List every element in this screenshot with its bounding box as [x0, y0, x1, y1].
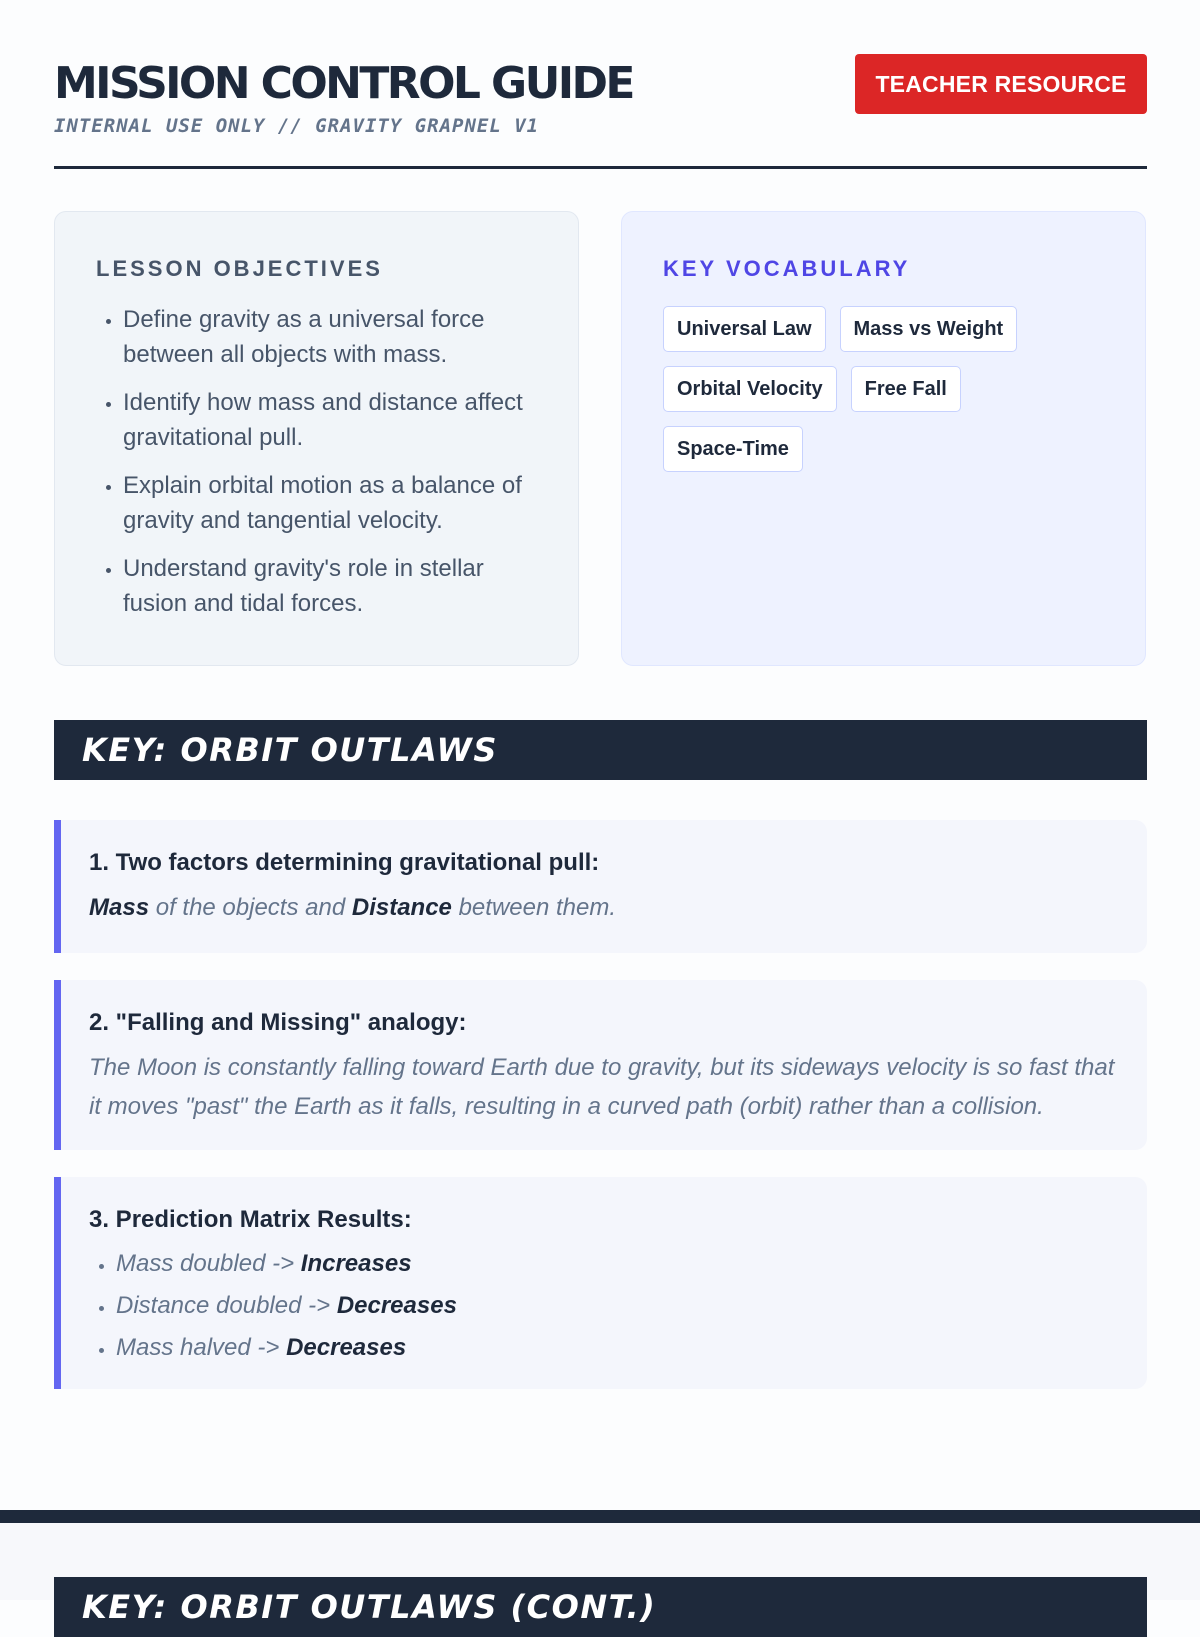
vocabulary-chip-group [663, 306, 1103, 472]
prediction-row [116, 1327, 1119, 1369]
document-title: MISSION CONTROL GUIDE [54, 58, 633, 109]
vocab-chip-mass-vs-weight: Mass vs Weight [840, 306, 1018, 352]
answer-question: 3. Prediction Matrix Results: [89, 1206, 412, 1233]
prediction-row [116, 1243, 1119, 1285]
prediction-matrix-list [89, 1243, 1119, 1369]
answer-keyword-distance: Distance [351, 894, 452, 921]
header-divider [54, 166, 1147, 169]
answer-keyword-mass: Mass [89, 894, 150, 921]
objective-item: • Explain orbital motion as a balance of gravity and tangential velocity. [123, 468, 538, 538]
answer-box-1 [54, 820, 1147, 953]
answer-question: 1. Two factors determining gravitational pull: [89, 849, 600, 876]
key-vocabulary-heading: KEY VOCABULARY [663, 256, 911, 281]
document-header [54, 0, 1147, 170]
key-vocabulary-card [621, 211, 1146, 666]
answer-text-fragment: of the objects and [149, 894, 352, 921]
vocab-chip-universal-law: Universal Law [663, 306, 826, 352]
vocab-chip-orbital-velocity: Orbital Velocity [663, 366, 837, 412]
answer-text: The Moon is constantly falling toward Earth due to gravity, but its sideways velocity is so fast that it moves "past" the Earth as it falls, resulting in a curved path (orbit) rather than a collision. [89, 1054, 1115, 1120]
prediction-row [116, 1285, 1119, 1327]
lesson-objectives-card [54, 211, 579, 666]
prediction-result: Increases [300, 1250, 412, 1277]
answer-question: 2. "Falling and Missing" analogy: [89, 1009, 467, 1036]
answer-text [89, 888, 1119, 927]
prediction-condition: Distance doubled -> [116, 1292, 337, 1319]
page-break-divider [0, 1510, 1200, 1523]
answer-text-fragment: between them. [451, 894, 617, 921]
lesson-objectives-heading: LESSON OBJECTIVES [96, 256, 383, 281]
prediction-condition: Mass halved -> [116, 1334, 287, 1361]
prediction-condition: Mass doubled -> [116, 1250, 301, 1277]
answer-box-3 [54, 1177, 1147, 1389]
answer-box-2 [54, 980, 1147, 1150]
section-banner-orbit-outlaws-cont: KEY: ORBIT OUTLAWS (CONT.) [54, 1577, 1147, 1637]
prediction-result: Decreases [336, 1292, 457, 1319]
teacher-resource-badge: TEACHER RESOURCE [855, 54, 1147, 114]
objective-item: • Define gravity as a universal force between all objects with mass. [123, 302, 538, 372]
objectives-list [96, 302, 538, 621]
guide-page [54, 0, 1147, 1361]
vocab-chip-free-fall: Free Fall [851, 366, 961, 412]
document-subtitle: INTERNAL USE ONLY // GRAVITY GRAPNEL V1 [54, 115, 540, 137]
vocab-chip-space-time: Space-Time [663, 426, 803, 472]
objective-item: • Identify how mass and distance affect gravitational pull. [123, 385, 538, 455]
prediction-result: Decreases [286, 1334, 407, 1361]
objective-item: • Understand gravity's role in stellar fusion and tidal forces. [123, 551, 538, 621]
section-banner-orbit-outlaws: KEY: ORBIT OUTLAWS [54, 720, 1147, 780]
